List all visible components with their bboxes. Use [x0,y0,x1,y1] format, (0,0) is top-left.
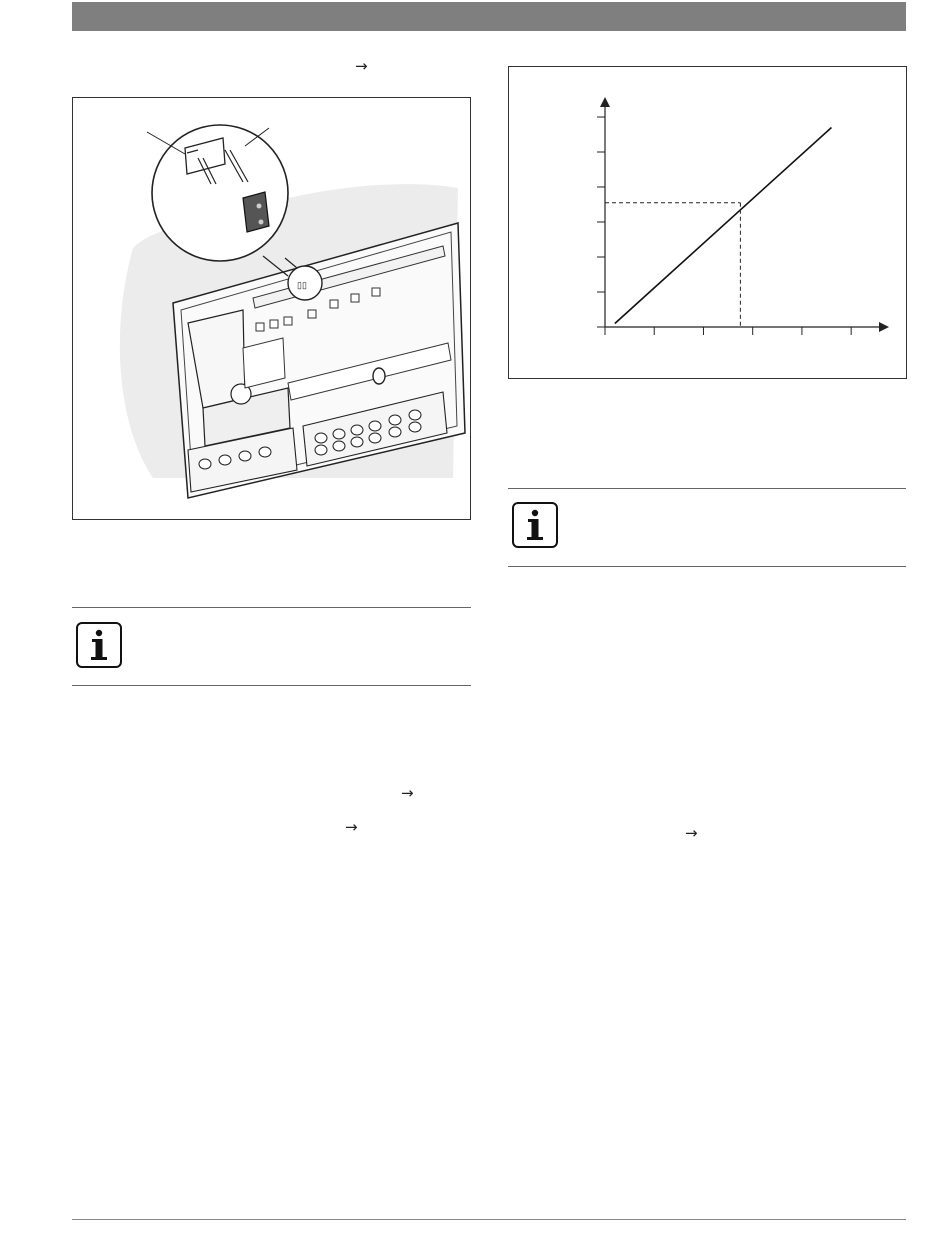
series-line [615,128,832,324]
cross-reference-arrow: → [345,818,358,836]
info-box-top-rule [508,488,906,489]
x-axis-arrowhead [879,322,889,332]
info-icon [76,622,122,668]
info-icon [512,502,558,548]
info-box-top-rule [72,607,471,608]
info-box-bottom-rule [508,566,906,567]
linear-characteristic-chart [509,67,906,378]
footer-rule [72,1219,906,1220]
terminal-board-figure [72,97,471,520]
characteristic-chart-figure [508,66,907,379]
terminal-board-jumper-illustration [73,98,470,519]
header-bar [72,2,906,31]
info-box-bottom-rule [72,685,471,686]
cross-reference-arrow: → [685,824,698,842]
y-axis-arrowhead [600,97,610,107]
svg-text:▯▯: ▯▯ [297,280,307,290]
cross-reference-arrow: → [401,784,414,802]
cross-reference-arrow: → [355,57,368,75]
